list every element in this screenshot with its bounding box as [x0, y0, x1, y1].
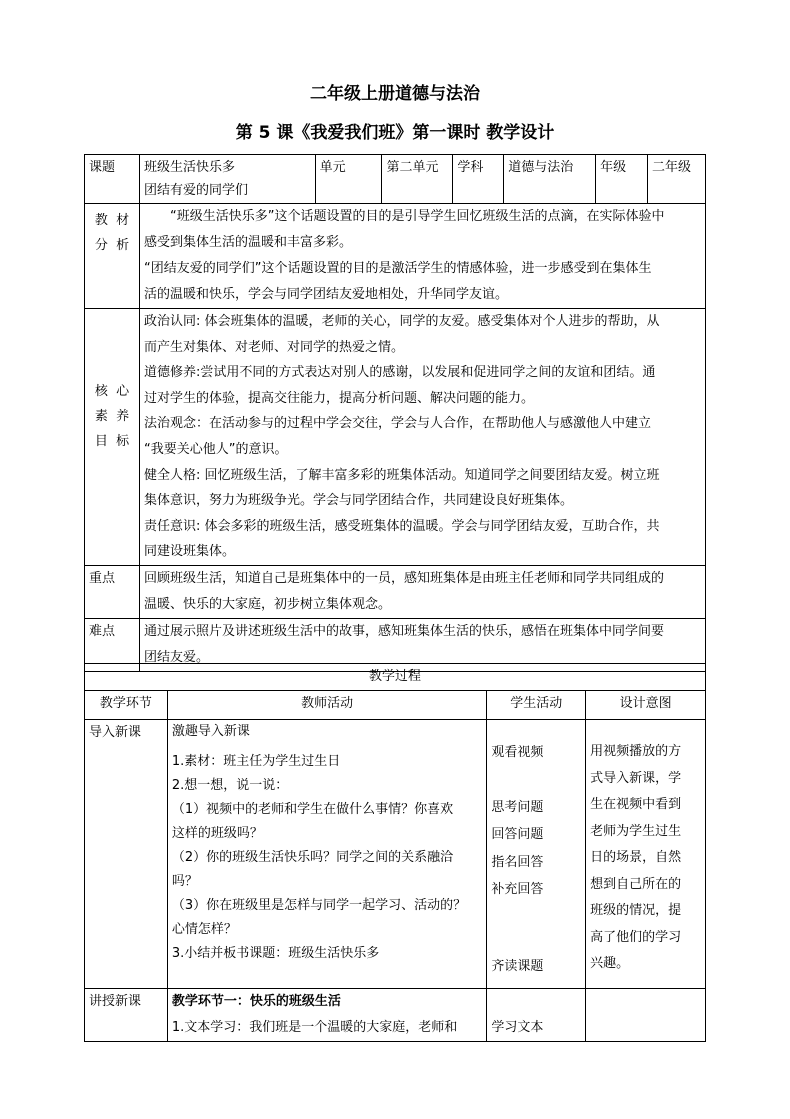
goal-line: 法治观念：在活动参与的过程中学会交往，学会与人合作，在帮助他人与感激他人中建立: [143, 416, 651, 432]
goal-line: 责任意识: 体会多彩的班级生活，感受班集体的温暖。学会与同学团结友爱，互助合作，共: [143, 518, 660, 534]
topic-line-2: 团结有爱的同学们: [143, 183, 248, 198]
student-line: 观看视频: [491, 745, 544, 760]
core-goals-row: [85, 309, 706, 566]
grade-value: 二年级: [648, 155, 706, 204]
goal-line: 同建设班集体。: [143, 544, 235, 560]
header-intent: 设计意图: [586, 691, 706, 720]
section-heading: 教学环节一：快乐的班级生活: [171, 994, 341, 1009]
lesson-title: 第 5 课《我爱我们班》第一课时 教学设计: [235, 123, 555, 143]
material-analysis-content: [139, 204, 705, 309]
student-activity-cell: 学习文本: [487, 989, 586, 1042]
goal-line: “我要关心他人”的意识。: [143, 441, 288, 457]
process-row-intro: [85, 720, 706, 989]
student-line: 齐读课题: [491, 958, 544, 974]
teacher-activity-cell: [167, 720, 486, 989]
goal-line: 集体意识，努力为班级争光。学会与同学团结合作，共同建设良好班集体。: [143, 493, 573, 509]
core-goals-label: 核 心 素 养 目 标: [85, 309, 140, 566]
student-line: 指名回答: [491, 854, 544, 870]
goal-line: 过对学生的体验，提高交往能力，提高分析问题、解决问题的能力。: [143, 390, 534, 406]
design-intent-cell: [586, 989, 706, 1042]
intent-line: 生在视频中看到: [590, 797, 682, 812]
lesson-info-table: [84, 154, 706, 672]
teaching-process-table: [84, 663, 706, 1042]
material-para2-line2: 活的温暖和快乐，学会与同学团结友爱地相处，升华同学友谊。: [143, 287, 508, 302]
teacher-line: （2）你的班级生活快乐吗？同学之间的关系融洽: [171, 850, 454, 865]
header-student: 学生活动: [487, 691, 586, 720]
intent-line: 式导入新课，学: [590, 770, 682, 786]
intent-line: 用视频播放的方: [590, 744, 682, 759]
teacher-line: 吗？: [171, 874, 198, 889]
subject-value: 道德与法治: [504, 155, 596, 204]
unit-value: 第二单元: [382, 155, 453, 204]
topic-line-1: 班级生活快乐多: [143, 160, 235, 175]
difficulties-label: 难点: [85, 618, 140, 671]
header-teacher: 教师活动: [167, 691, 486, 720]
material-para1-line1: “班级生活快乐多”这个话题设置的目的是引导学生回忆班级生活的点滴，在实际体验中: [169, 209, 665, 224]
info-row: [85, 155, 706, 204]
key-points-content: [139, 565, 705, 618]
teacher-line: 激趣导入新课: [171, 724, 250, 739]
intent-line: 想到自己所在的: [590, 876, 682, 892]
stage-cell: 导入新课: [85, 720, 168, 989]
material-analysis-label: 教 材 分 析: [85, 204, 140, 309]
unit-label: 单元: [315, 155, 382, 204]
design-intent-cell: [586, 720, 706, 989]
core-goals-content: [139, 309, 705, 566]
material-para1-line2: 感受到集体生活的温暖和丰富多彩。: [143, 235, 352, 250]
student-activity-cell: [487, 720, 586, 989]
topic-label: 课题: [85, 155, 140, 204]
intent-line: 日的场景，自然: [590, 850, 682, 865]
goal-line: 而产生对集体、对老师、对同学的热爱之情。: [143, 339, 404, 355]
key-points-row: [85, 565, 706, 618]
page-title: 二年级上册道德与法治: [310, 84, 480, 104]
teacher-line: 3.小结并板书课题：班级生活快乐多: [171, 946, 380, 961]
goal-line: 道德修养:尝试用不同的方式表达对别人的感谢，以发展和促进同学之间的友谊和团结。通: [143, 365, 656, 381]
student-line: 补充回答: [491, 882, 544, 897]
difficulties-line-1: 通过展示照片及讲述班级生活中的故事，感知班集体生活的快乐，感悟在班集体中同学间要: [143, 623, 664, 639]
teacher-line: 心情怎样？: [171, 922, 237, 937]
teacher-line: 2.想一想，说一说：: [171, 778, 289, 793]
intent-line: 兴趣。: [590, 956, 630, 971]
teacher-line: 1.素材：班主任为学生过生日: [171, 754, 341, 769]
process-header-row: [85, 691, 706, 720]
goal-line: 健全人格: 回忆班级生活，了解丰富多彩的班集体活动。知道同学之间要团结友爱。树立班: [143, 467, 660, 483]
topic-value: [139, 155, 315, 204]
goal-line: 政治认同: 体会班集体的温暖，老师的关心，同学的友爱。感受集体对个人进步的帮助，从: [143, 314, 660, 329]
key-points-label: 重点: [85, 565, 140, 618]
teacher-activity-cell: [167, 989, 486, 1042]
intent-line: 老师为学生过生: [590, 823, 682, 839]
student-line: 回答问题: [491, 827, 544, 842]
intent-line: 班级的情况，提: [590, 903, 682, 918]
key-points-line-2: 温暖、快乐的大家庭，初步树立集体观念。: [143, 596, 391, 612]
key-points-line-1: 回顾班级生活，知道自己是班集体中的一员，感知班集体是由班主任老师和同学共同组成的: [143, 570, 664, 586]
header-stage: 教学环节: [85, 691, 168, 720]
teacher-line: （1）视频中的老师和学生在做什么事情？你喜欢: [171, 802, 454, 817]
teacher-line: 这样的班级吗？: [171, 826, 263, 841]
subject-label: 学科: [453, 155, 504, 204]
process-title-row: [85, 664, 706, 691]
material-analysis-row: [85, 204, 706, 309]
student-line: 思考问题: [491, 799, 544, 815]
teacher-line: 1.文本学习：我们班是一个温暖的大家庭，老师和: [171, 1020, 458, 1035]
process-title: 教学过程: [85, 664, 706, 691]
process-row-new-lesson: [85, 989, 706, 1042]
grade-label: 年级: [596, 155, 648, 204]
stage-cell: 讲授新课: [85, 989, 168, 1042]
teacher-line: （3）你在班级里是怎样与同学一起学习、活动的？: [171, 898, 467, 913]
intent-line: 高了他们的学习: [590, 929, 682, 945]
difficulties-line-2: 团结友爱。: [143, 649, 209, 665]
material-para2-line1: “团结友爱的同学们”这个话题设置的目的是激活学生的情感体验，进一步感受到在集体生: [143, 261, 652, 276]
